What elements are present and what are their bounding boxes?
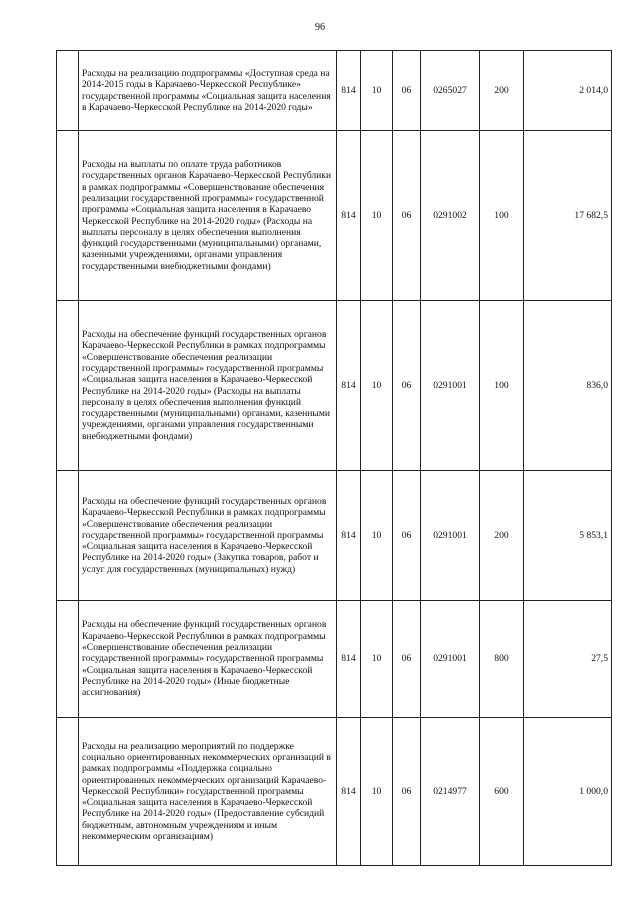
subsection-cell: 06: [393, 471, 421, 601]
expense-type-cell: 600: [480, 718, 524, 866]
section-cell: 10: [361, 601, 393, 718]
target-article-cell: 0214977: [421, 718, 480, 866]
row-number-cell: [57, 51, 79, 131]
target-article-cell: 0291001: [421, 471, 480, 601]
subsection-cell: 06: [393, 601, 421, 718]
description-cell: Расходы на обеспечение функций государственных органов Карачаево-Черкесской Республики в рамках подпрограммы «Совершенствование обеспечения реализации государственной программы» государственной программы «Социальная защита населения в Карачаево-Черкесской Республике на 2014-2020 годы» (Расходы на выплаты персоналу в целях обеспечения выполнения функций государственными (муниципальными) органами, казенными учреждениями, органами управления государственными внебюджетными фондами): [79, 301, 337, 471]
table-row: [57, 718, 612, 866]
page-number: 96: [315, 22, 325, 33]
ministry-cell: 814: [337, 601, 361, 718]
description-cell: Расходы на обеспечение функций государственных органов Карачаево-Черкесской Республики в рамках подпрограммы «Совершенствование обеспечения реализации государственной программы» государственной программы «Социальная защита населения в Карачаево-Черкесской Республике на 2014-2020 годы» (Закупка товаров, работ и услуг для государственных (муниципальных) нужд): [79, 471, 337, 601]
expense-type-cell: 800: [480, 601, 524, 718]
target-article-cell: 0265027: [421, 51, 480, 131]
ministry-cell: 814: [337, 131, 361, 301]
expense-type-cell: 100: [480, 301, 524, 471]
section-cell: 10: [361, 131, 393, 301]
table-row: [57, 301, 612, 471]
section-cell: 10: [361, 301, 393, 471]
row-number-cell: [57, 131, 79, 301]
ministry-cell: 814: [337, 718, 361, 866]
amount-cell: 836,0: [524, 301, 612, 471]
table-row: [57, 601, 612, 718]
ministry-cell: 814: [337, 301, 361, 471]
table-row: [57, 131, 612, 301]
expense-type-cell: 200: [480, 51, 524, 131]
row-number-cell: [57, 301, 79, 471]
amount-cell: 5 853,1: [524, 471, 612, 601]
row-number-cell: [57, 718, 79, 866]
section-cell: 10: [361, 471, 393, 601]
subsection-cell: 06: [393, 718, 421, 866]
ministry-cell: 814: [337, 51, 361, 131]
section-cell: 10: [361, 718, 393, 866]
description-cell: Расходы на реализацию подпрограммы «Доступная среда на 2014-2015 годы в Карачаево-Черкесской Республике» государственной программы «Социальная защита населения в Карачаево-Черкесской Республике на 2014-2020 годы»: [79, 51, 337, 131]
amount-cell: 2 014,0: [524, 51, 612, 131]
budget-table: [56, 50, 612, 866]
row-number-cell: [57, 601, 79, 718]
table-row: [57, 471, 612, 601]
amount-cell: 17 682,5: [524, 131, 612, 301]
description-cell: Расходы на выплаты по оплате труда работников государственных органов Карачаево-Черкесской Республики в рамках подпрограммы «Совершенствование обеспечения реализации государственной программы» государственной программы «Социальная защита населения в Карачаево Черкесской Республике на 2014-2020 годы» (Расходы на выплаты персоналу в целях обеспечения выполнения функций государственными (муниципальными) органами, казенными учреждениями, органами управления государственными внебюджетными фондами): [79, 131, 337, 301]
table-row: [57, 51, 612, 131]
target-article-cell: 0291001: [421, 601, 480, 718]
section-cell: 10: [361, 51, 393, 131]
subsection-cell: 06: [393, 51, 421, 131]
row-number-cell: [57, 471, 79, 601]
target-article-cell: 0291001: [421, 301, 480, 471]
expense-type-cell: 100: [480, 131, 524, 301]
target-article-cell: 0291002: [421, 131, 480, 301]
subsection-cell: 06: [393, 131, 421, 301]
expense-type-cell: 200: [480, 471, 524, 601]
description-cell: Расходы на реализацию мероприятий по поддержке социально ориентированных некоммерческих организаций в рамках подпрограммы «Поддержка социально ориентированных некоммерческих организаций Карачаево-Черкесской Республики» государственной программы «Социальная защита населения в Карачаево-Черкесской Республике на 2014-2020 годы» (Предоставление субсидий бюджетным, автономным учреждениям и иным некоммерческим организациям): [79, 718, 337, 866]
description-cell: Расходы на обеспечение функций государственных органов Карачаево-Черкесской Республики в рамках подпрограммы «Совершенствование обеспечения реализации государственной программы» государственной программы «Социальная защита населения в Карачаево-Черкесской Республике на 2014-2020 годы» (Иные бюджетные ассигнования): [79, 601, 337, 718]
subsection-cell: 06: [393, 301, 421, 471]
amount-cell: 1 000,0: [524, 718, 612, 866]
ministry-cell: 814: [337, 471, 361, 601]
amount-cell: 27,5: [524, 601, 612, 718]
